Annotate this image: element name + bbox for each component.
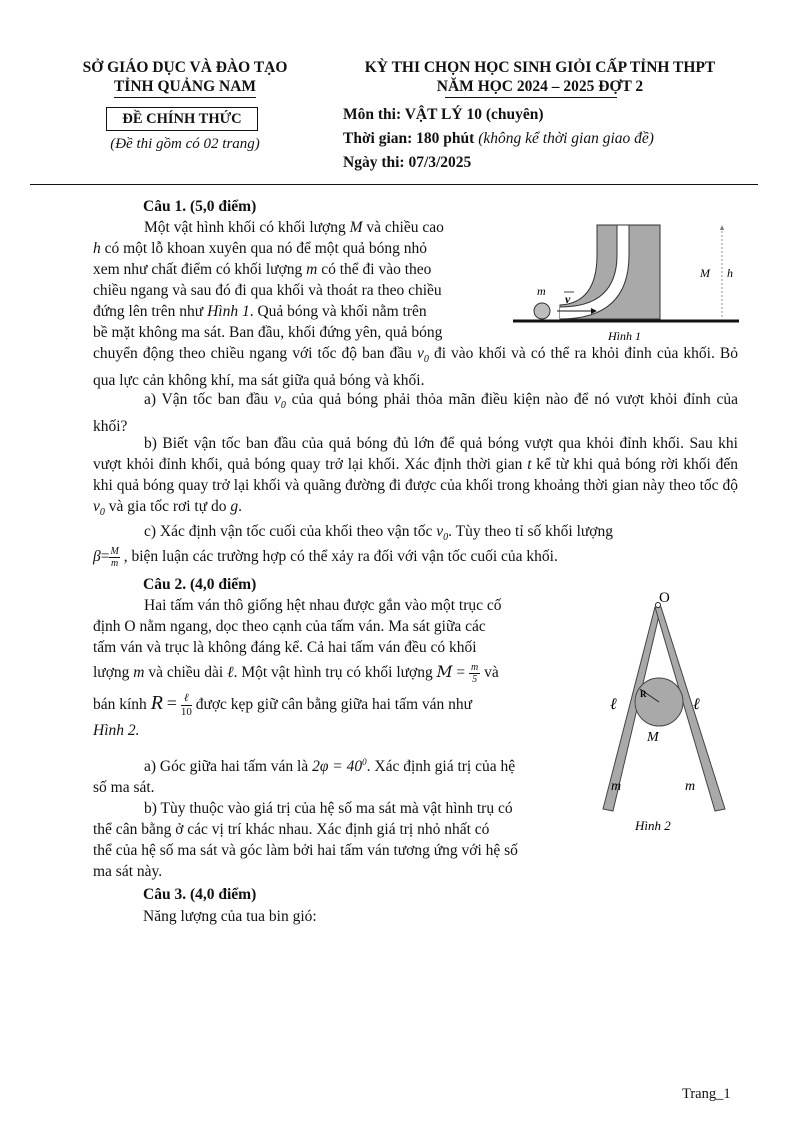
q1-intro-line: h có một lỗ khoan xuyên qua nó để một quả bóng nhỏ — [93, 240, 428, 257]
exam-date: Ngày thi: 07/3/2025 — [343, 154, 472, 171]
figure-1 — [505, 215, 745, 345]
q2-line: định O nằm ngang, dọc theo cạnh của tấm ván. Ma sát giữa các — [93, 618, 486, 635]
ball — [534, 303, 550, 319]
figure-1-caption: Hình 1 — [608, 329, 641, 343]
q1-intro-lines — [93, 217, 501, 343]
q1-title: Câu 1. (5,0 điểm) — [143, 198, 257, 215]
height-arrow-top — [720, 225, 724, 230]
label-m-left: m — [611, 779, 622, 794]
q2-part-b: b) Tùy thuộc vào giá trị của hệ số ma sát mà vật hình trụ có thể cân bằng ở các vị trí khác nhau. Xác định giá trị nhỏ nhất có thể của hệ số ma sát và góc làm bởi hai tấm ván tương ứng với hệ số ma sát này. — [93, 800, 518, 880]
q2-line: Hai tấm ván thô giống hệt nhau được gắn vào một trục cố — [144, 597, 502, 614]
label-R: R — [640, 689, 647, 699]
header-divider — [30, 184, 758, 185]
label-M: M — [700, 266, 710, 280]
q2-title: Câu 2. (4,0 điểm) — [143, 576, 257, 593]
q1-intro-line: chiều ngang và sau đó đi qua khối và thoát ra theo chiều — [93, 282, 442, 299]
label-O: O — [659, 590, 670, 606]
q1-part-c: c) Xác định vận tốc cuối của khối theo vận tốc $v_0$. Tùy theo tỉ số khối lượng — [144, 523, 613, 544]
exam-time: Thời gian: 180 phút (không kể thời gian giao đề) — [343, 130, 654, 147]
q2-part-a: a) Góc giữa hai tấm ván là $2\varphi = 40^0$. Xác định giá trị của hệ số ma sát. — [93, 757, 516, 797]
q1-intro-line: Một vật hình khối có khối lượng M và chiều cao — [144, 219, 444, 236]
q1-part-b: b) Biết vận tốc ban đầu của quả bóng đủ lớn để quả bóng vượt qua khỏi đỉnh khối. Sau khi vượt khỏi đỉnh khối, quả bóng quay trở lại khối. Xác định thời gian t kể từ khi quả bóng rời khối đến khi quả bóng quay trở lại khối và quãng đường đi được của khối trong khoảng thời gian này theo tốc độ $v_0$ và gia tốc rơi tự do g. — [93, 435, 738, 519]
figure-2-caption: Hình 2 — [635, 818, 671, 833]
q1-intro-line: bề mặt không ma sát. Ban đầu, khối đứng yên, quả bóng — [93, 324, 443, 341]
q1-intro-line: xem như chất điểm có khối lượng m có thể đi vào theo — [93, 261, 432, 278]
q1-part-a: a) Vận tốc ban đầu $v_0$ của quả bóng phải thỏa mãn điều kiện nào để nó vượt khỏi đỉnh của khối? — [93, 391, 739, 436]
q1-intro-line: đứng lên trên như Hình 1. Quả bóng và khối nằm trên — [93, 303, 427, 320]
label-l-right: ℓ — [693, 696, 700, 713]
q1-part-c-line2: β= $\frac{M}{m}$ , biện luận các trường hợp có thể xảy ra đối với vận tốc cuối của khối. — [93, 546, 558, 569]
pages-note: (Đề thi gồm có 02 trang) — [110, 136, 260, 152]
subject: Môn thi: VẬT LÝ 10 (chuyên) — [343, 106, 544, 123]
q2-line: Hình 2. — [93, 722, 140, 739]
page-number: Trang_1 — [682, 1086, 731, 1102]
label-v: v — [565, 292, 571, 306]
label-h: h — [727, 266, 733, 280]
exam-title-underline — [445, 97, 617, 98]
official-badge: ĐỀ CHÍNH THỨC — [106, 107, 258, 131]
q2-intro — [93, 595, 578, 741]
q2-line: lượng m và chiều dài ℓ. Một vật hình trụ có khối lượng M = $\frac{m}{5}$ và — [93, 661, 499, 685]
label-m-right: m — [685, 779, 696, 794]
q3-intro: Năng lượng của tua bin gió: — [143, 908, 317, 925]
label-l-left: ℓ — [610, 696, 617, 713]
exam-title: KỲ THI CHỌN HỌC SINH GIỎI CẤP TỈNH THPT NĂM HỌC 2024 – 2025 ĐỢT 2 — [364, 59, 716, 95]
q3-title: Câu 3. (4,0 điểm) — [143, 886, 257, 903]
q1-intro-continued: chuyển động theo chiều ngang với tốc độ ban đầu $v_0$ đi vào khối và có thể ra khỏi đỉnh của khối. Bỏ qua lực cản không khí, ma sát giữa quả bóng và khối. — [93, 345, 739, 390]
q2-line: bán kính R = ℓ 10 được kẹp giữ cân bằng giữa hai tấm ván như — [93, 691, 473, 718]
label-m: m — [537, 284, 546, 298]
q2-line: tấm ván và trục là không đáng kể. Cả hai tấm ván đều có khối — [93, 639, 477, 656]
department-name: SỞ GIÁO DỤC VÀ ĐÀO TẠO TỈNH QUẢNG NAM — [40, 58, 330, 98]
label-M: M — [647, 730, 659, 745]
figure-2 — [600, 585, 730, 835]
